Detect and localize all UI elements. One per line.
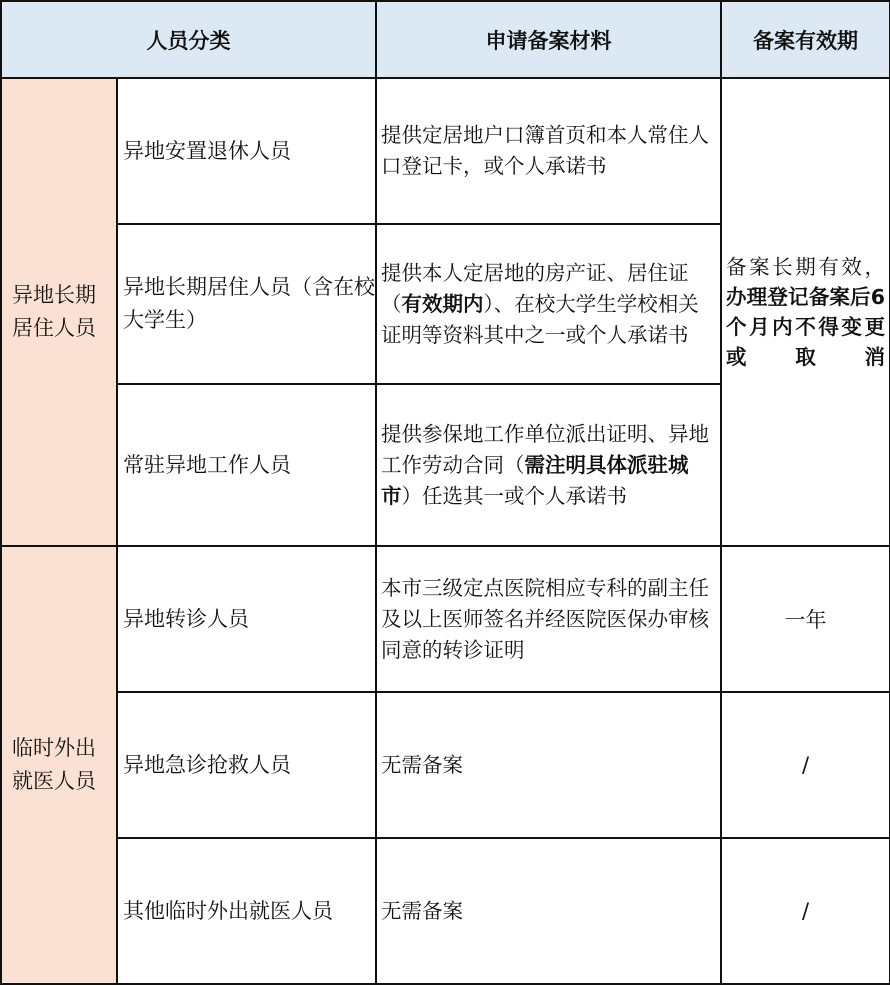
category-cell: 其他临时外出就医人员: [117, 838, 376, 984]
category-cell: 异地转诊人员: [117, 546, 376, 692]
validity-long-term-part1: 备案长期有效，: [726, 255, 885, 279]
group-temporary-label: 临时外出就医人员: [1, 546, 117, 984]
validity-cell: /: [721, 692, 890, 838]
materials-cell: 无需备案: [376, 692, 721, 838]
materials-emphasis: 需注明具体派驻城市: [381, 452, 689, 508]
materials-cell: [376, 384, 721, 546]
validity-cell: /: [721, 838, 890, 984]
header-validity: 备案有效期: [721, 1, 890, 78]
table-row: [1, 838, 890, 984]
validity-long-term: [721, 78, 890, 546]
table-row: [1, 78, 890, 224]
materials-emphasis: 有效期内: [401, 291, 484, 316]
category-cell: 异地急诊抢救人员: [117, 692, 376, 838]
validity-cell: 一年: [721, 546, 890, 692]
category-cell: 异地安置退休人员: [117, 78, 376, 224]
materials-text: 提供参保地工作单位派出证明、异地工作劳动合同（: [381, 421, 709, 477]
materials-text: ）、在校大学生学校相关证明等资料其中之一或个人承诺书: [381, 291, 699, 347]
header-materials: 申请备案材料: [376, 1, 721, 78]
materials-text: ）任选其一或个人承诺书: [401, 483, 627, 508]
group-long-term-label: 异地长期居住人员: [1, 78, 117, 546]
materials-text: 提供本人定居地的房产证、居住证（: [381, 260, 689, 316]
table-row: [1, 546, 890, 692]
header-row: [1, 1, 890, 78]
category-cell: 常驻异地工作人员: [117, 384, 376, 546]
materials-cell: [376, 224, 721, 384]
materials-cell: 本市三级定点医院相应专科的副主任及以上医师签名并经医院医保办审核同意的转诊证明: [376, 546, 721, 692]
header-category: 人员分类: [1, 1, 376, 78]
category-cell: 异地长期居住人员（含在校大学生）: [117, 224, 376, 384]
table-row: [1, 692, 890, 838]
materials-cell: 无需备案: [376, 838, 721, 984]
validity-long-term-part2: 办理登记备案后6个月内不得变更或取消: [726, 285, 885, 369]
materials-cell: 提供定居地户口簿首页和本人常住人口登记卡，或个人承诺书: [376, 78, 721, 224]
